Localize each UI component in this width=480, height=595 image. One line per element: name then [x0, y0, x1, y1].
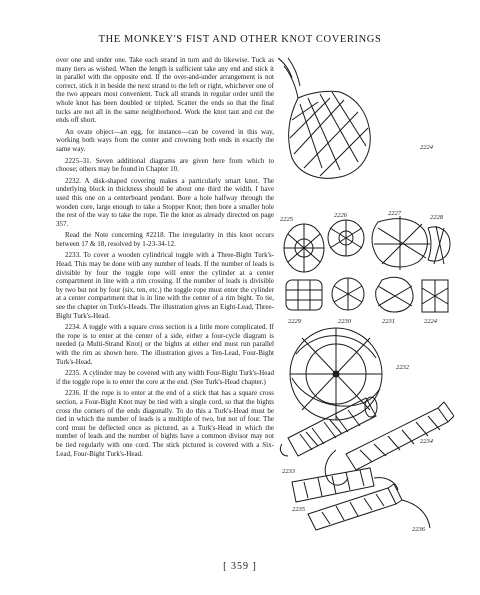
paragraph: An ovate object—an egg, for instance—can be covered in this way, working both ways from the center and crowning both ends in exactly the same way. — [56, 127, 274, 153]
paragraph: 2232. A disk-shaped covering makes a particularly smart knot. The underlying block in thickness should be about one third the width. I have used this one on a centerboard pendant. Bore a hole halfway through the wooden core, large enough to take a Stopper Knot; then bore a smaller hole the rest of the way to take the rope. Tie the knot as already directed on page 357. — [56, 176, 274, 228]
figure-label-2233: 2233 — [282, 468, 295, 475]
text-column — [56, 56, 274, 461]
figure-label-2234: 2234 — [420, 438, 433, 445]
paragraph: over one and under one. Take each strand in turn and do likewise. Tuck as many tiers as wished. When the length is sufficient take any end and stick it in parallel with the opposite end. If the over-and-under arrangement is not correct, stick it in beside the next strand to the left or right, whichever one of the two appears most convenient. Tuck all strands in regular order until the whole knot has been doubled or tripled. Scatter the ends so that the final tucks are not all in the same neighborhood. Work the knot taut and cut the ends off short. — [56, 56, 274, 125]
paragraph: Read the Note concerning #2218. The irregularity in this knot occurs between 17 & 18, resolved by 1-23-34-12. — [56, 231, 274, 248]
figure-label-2226: 2226 — [334, 212, 347, 219]
page-number: [ 359 ] — [223, 561, 257, 572]
figure-label-2225: 2225 — [280, 216, 293, 223]
figure-2225-illustration — [284, 224, 324, 272]
figure-label-2228: 2228 — [430, 214, 443, 221]
figure-2224-illustration — [278, 58, 370, 178]
figure-2226-illustration — [328, 220, 364, 256]
figure-2233-illustration — [280, 397, 377, 456]
figure-label-2224: 2224 — [420, 144, 433, 151]
figure-label-2224-small: 2224 — [424, 318, 437, 325]
illustrations-column — [278, 58, 454, 538]
figure-2235-illustration — [292, 468, 398, 502]
figure-label-2231: 2231 — [382, 318, 395, 325]
figure-2227-illustration — [372, 216, 430, 270]
figure-2228-illustration — [428, 226, 450, 264]
figure-2230-illustration — [332, 278, 364, 310]
paragraph: 2236. If the rope is to enter at the end of a stick that has a square cross section, a Four-Bight Knot may be tied with a single cord, so that the bights cross the corners of the ends diagonally. To do this a Turk's-Head must be tied in which the number of leads is a multiple of two, but not of four. The cord must be deflected once as pictured, as a Turk's-Head in which the number of leads and the number of bights have a common divisor may not be tied regularly with one cord. The stick pictured is covered with a Six-Lead, Four-Bight Turk's-Head. — [56, 389, 274, 458]
knot-illustrations — [278, 58, 454, 538]
figure-label-2232: 2232 — [396, 364, 409, 371]
figure-2232-illustration — [290, 328, 382, 420]
figure-label-2229: 2229 — [288, 318, 301, 325]
figure-label-2235: 2235 — [292, 506, 305, 513]
figure-label-2230: 2230 — [338, 318, 351, 325]
figure-2236-illustration — [308, 484, 430, 530]
figure-2224-small-illustration — [422, 280, 448, 312]
paragraph: 2234. A toggle with a square cross section is a little more complicated. If the rope is to enter at the center of a side, either a four-cycle diagram is needed (a Multi-Strand Knot) or the bights at either end must run parallel with the rim as shown here. The illustration gives a Ten-Lead, Four-Bight Turk's-Head. — [56, 323, 274, 366]
paragraph: 2233. To cover a wooden cylindrical toggle with a Three-Bight Turk's-Head. This may be done with any number of leads. If the number of leads is divisible by four the toggle rope will enter the cylinder at a center compartment in line with a rim crossing. If the number of leads is divisible by two but not by four (six, ten, etc.) the toggle rope must enter the cylinder at a center compartment that is in line with the center of a rim bight. To tie, see the chapter on Turk's-Heads. The illustration gives an Eight-Lead, Three-Bight Turk's-Head. — [56, 251, 274, 320]
figure-2231-illustration — [376, 277, 413, 312]
paragraph: 2225–31. Seven additional diagrams are given here from which to choose; others may be found in Chapter 10. — [56, 156, 274, 174]
paragraph: 2235. A cylinder may be covered with any width Four-Bight Turk's-Head if the toggle rope is to enter the core at the end. (See Turk's-Head chapter.) — [56, 369, 274, 386]
figure-2229-illustration — [286, 280, 322, 310]
figure-label-2227: 2227 — [388, 210, 401, 217]
figure-label-2236: 2236 — [412, 526, 425, 533]
running-header: THE MONKEY'S FIST AND OTHER KNOT COVERINGS — [98, 34, 382, 45]
